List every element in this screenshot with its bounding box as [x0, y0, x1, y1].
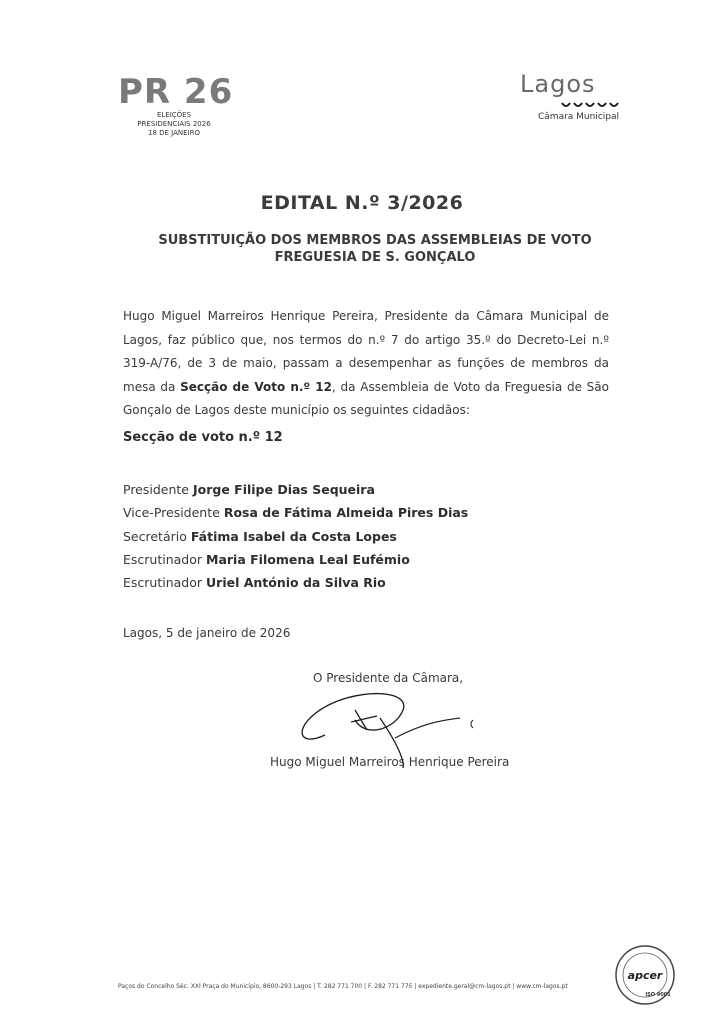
lagos-logo — [518, 70, 638, 130]
member-row: Secretário Fátima Isabel da Costa Lopes — [123, 528, 397, 544]
edict-body: Hugo Miguel Marreiros Henrique Pereira, Presidente da Câmara Municipal de Lagos, faz público que, nos termos do n.º 7 do artigo 35.º do Decreto-Lei n.º 319-A/76, de 3 de maio, passam a desempenhar as funções de membros da mesa da Secção de Voto n.º 12, da Assembleia de Voto da Freguesia de São Gonçalo de Lagos deste município os seguintes cidadãos: — [123, 309, 609, 417]
member-row: Presidente Jorge Filipe Dias Sequeira — [123, 482, 375, 497]
document-subtitle: SUBSTITUIÇÃO DOS MEMBROS DAS ASSEMBLEIAS DE VOTO FREGUESIA DE S. GONÇALO — [158, 233, 592, 265]
footer-contacts: Paços do Concelho Séc. XXI Praça do Município, 8600-293 Lagos | T. 282 771 700 | F. 282 771 775 | expediente.geral@cm-lagos.pt | www.cm-lagos.pt — [118, 983, 568, 990]
signatory-label: O Presidente da Câmara, — [313, 671, 464, 685]
member-row: Escrutinador Uriel António da Silva Rio — [123, 575, 386, 591]
section-title: Secção de voto n.º 12 — [123, 430, 283, 445]
pr26-logo — [118, 72, 248, 146]
apcer-certification-seal — [614, 944, 676, 1006]
pr26-mark: PR 26 — [118, 72, 234, 112]
member-row: Escrutinador Maria Filomena Leal Eufémio — [123, 551, 410, 567]
member-row: Vice-Presidente Rosa de Fátima Almeida Pires Dias — [123, 505, 469, 521]
waves-icon — [560, 100, 630, 110]
apcer-brand: apcer — [627, 969, 663, 982]
document-title: EDITAL N.º 3/2026 — [260, 192, 464, 214]
lagos-wordmark: Lagos — [520, 70, 596, 98]
lagos-subtitle: Câmara Municipal — [538, 112, 620, 122]
pr26-caption: ELEIÇÕES PRESIDENCIAIS 2026 18 DE JANEIRO — [137, 111, 211, 137]
apcer-iso: ISO 9001 — [645, 992, 671, 998]
signatory-name: Hugo Miguel Marreiros Henrique Pereira — [270, 755, 510, 769]
members-list — [123, 478, 468, 594]
document-date: Lagos, 5 de janeiro de 2026 — [123, 626, 291, 640]
